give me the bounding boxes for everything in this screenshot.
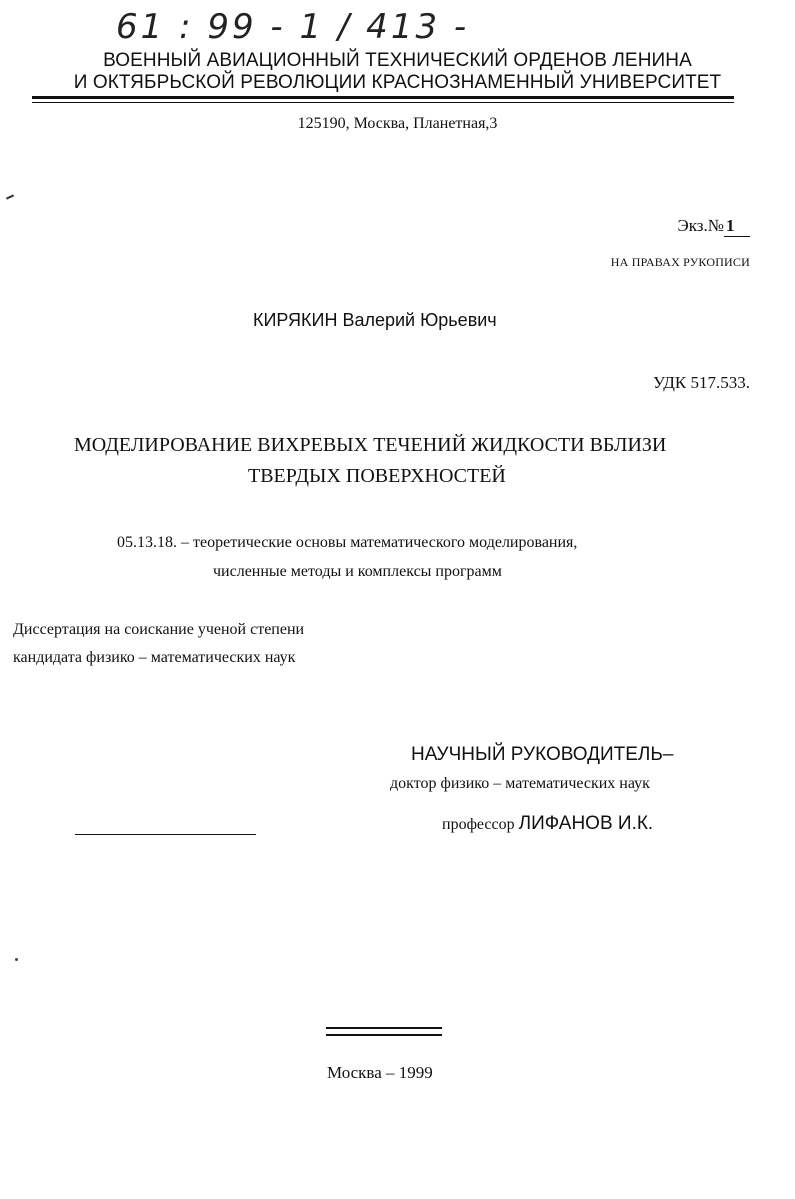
dissertation-degree-line1: Диссертация на соискание ученой степени [13, 621, 305, 638]
header-rule-thick [32, 96, 734, 99]
supervisor-heading: НАУЧНЫЙ РУКОВОДИТЕЛЬ– [411, 744, 674, 765]
scan-mark [6, 194, 14, 199]
supervisor-rank: профессор [442, 816, 515, 833]
supervisor-name: ЛИФАНОВ И.К. [518, 813, 654, 834]
handwritten-inventory-number [112, 0, 472, 50]
footer-rule-bottom [326, 1034, 442, 1036]
supervisor-rank-name [442, 813, 653, 835]
footer-rule-top [326, 1027, 442, 1029]
supervisor-degree: доктор физико – математических наук [390, 775, 650, 792]
specialty-line1: 05.13.18. – теоретические основы математического моделирования, [117, 534, 578, 551]
copy-number-value: 1 [724, 216, 750, 237]
specialty-line2: численные методы и комплексы программ [213, 563, 502, 580]
dissertation-degree-line2: кандидата физико – математических наук [13, 649, 296, 666]
footer-city-year: Москва – 1999 [327, 1063, 433, 1082]
svg-text:61 : 99 - 1 / 413 - 9: 61 : 99 - 1 / 413 - 9 [116, 7, 472, 47]
udk-code: УДК 517.533. [652, 373, 750, 392]
signature-line [75, 834, 256, 835]
university-name-line2: И ОКТЯБРЬСКОЙ РЕВОЛЮЦИИ КРАСНОЗНАМЕННЫЙ УНИВЕРСИТЕТ [73, 72, 722, 93]
header-rule-thin [32, 102, 734, 103]
dissertation-title-line1: МОДЕЛИРОВАНИЕ ВИХРЕВЫХ ТЕЧЕНИЙ ЖИДКОСТИ ВБЛИЗИ [74, 434, 667, 456]
copy-number-block [678, 216, 750, 237]
handwritten-number-drawing [112, 0, 472, 50]
rights-notice: НА ПРАВАХ РУКОПИСИ [610, 255, 750, 269]
author-name: КИРЯКИН Валерий Юрьевич [253, 310, 497, 330]
copy-number-label: Экз.№ [677, 216, 724, 235]
dissertation-title-line2: ТВЕРДЫХ ПОВЕРХНОСТЕЙ [248, 465, 506, 487]
scan-dot [15, 958, 18, 961]
university-name-line1: ВОЕННЫЙ АВИАЦИОННЫЙ ТЕХНИЧЕСКИЙ ОРДЕНОВ ЛЕНИНА [103, 50, 692, 71]
university-address: 125190, Москва, Планетная,3 [297, 115, 498, 132]
